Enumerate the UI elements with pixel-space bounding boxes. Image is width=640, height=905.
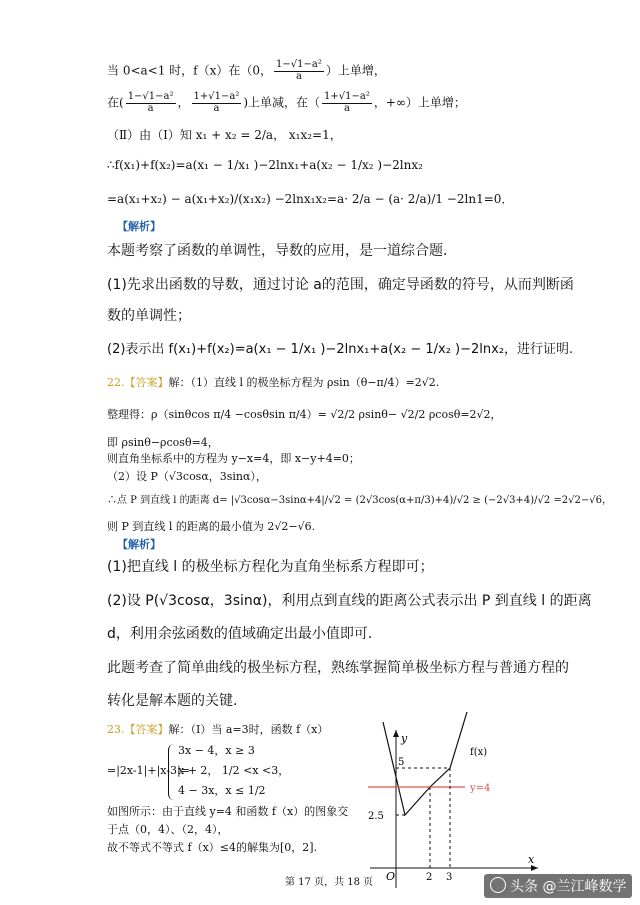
analysis-para-4: (2)表示出 f(x₁)+f(x₂)=a(x₁ − 1/x₁ )−2lnx₁+a(x₂ − 1/x₂ )−2lnx₂，进行证明.: [107, 342, 574, 357]
q22-line3: 即 ρsinθ−ρcosθ=4，: [107, 436, 219, 449]
q23-line2: 如图所示：由于直线 y=4 和函数 f（x）的图象交: [107, 805, 349, 818]
q22-line4: 则直角坐标系中的方程为 y−x=4，即 x−y+4=0；: [107, 452, 360, 465]
tick-2-5: 2.5: [368, 811, 384, 822]
watermark: 头条 @兰江峰数学: [484, 874, 632, 898]
q22-answer-line1: 22.【答案】解：（1）直线 l 的极坐标方程为 ρsin（θ−π/4）=2√2.: [107, 376, 440, 389]
line-sum-expansion: ∴f(x₁)+f(x₂)=a(x₁ − 1/x₁ )−2lnx₁+a(x₂ − 1/x₂ )−2lnx₂: [107, 158, 423, 172]
analysis-para-8: 此题考查了简单曲线的极坐标方程，熟练掌握简单极坐标方程与普通方程的: [107, 660, 569, 676]
y4-label: y=4: [470, 783, 491, 794]
q22-line5: （2）设 P（√3cosα，3sinα），: [107, 470, 267, 483]
origin-label: O: [386, 870, 396, 883]
analysis-tag-2: 【解析】: [117, 538, 161, 551]
fx-label: f(x): [470, 747, 488, 758]
q23-line3: 于点（0，4）、（2，4），: [107, 823, 229, 836]
analysis-tag-1: 【解析】: [117, 220, 161, 233]
q23-lhs: =|2x-1|+|x-3|=: [107, 764, 190, 777]
line-monotone-increase-1: 当 0<a<1 时，f（x）在（0， $\frac{\text{1−√1−a²}}{a}$ ）上单增，: [107, 59, 386, 82]
analysis-para-9: 转化是解本题的关键.: [107, 693, 238, 709]
q22-line2: 整理得：ρ（sinθcos π/4 −cosθsin π/4）= √2/2 ρsinθ− √2/2 ρcosθ=2√2，: [107, 408, 502, 421]
fraction: $\frac{\text{1−√1−a²}}{a}$: [276, 59, 322, 82]
q23-answer-line1: 23.【答案】解：（Ⅰ）当 a=3时，函数 f（x）: [107, 723, 329, 736]
watermark-icon: [490, 877, 506, 893]
tick-2: 2: [426, 872, 433, 883]
analysis-para-7: d，利用余弦函数的值域确定出最小值即可.: [107, 626, 373, 642]
q23-case3: 4 − 3x，x ≤ 1/2: [178, 784, 266, 797]
line-sum-result: =a(x₁+x₂) − a(x₁+x₂)/(x₁x₂) −2lnx₁x₂=a· 2/a − (a· 2/a)/1 −2ln1=0．: [107, 192, 514, 206]
q22-answer-tag: 22.【答案】: [107, 376, 169, 389]
page-footer: 第 17 页，共 18 页: [285, 877, 374, 888]
tick-3: 3: [446, 872, 453, 883]
q23-line4: 故不等式不等式 f（x）≤4的解集为[0，2].: [107, 841, 318, 854]
analysis-para-2: (1)先求出函数的导数，通过讨论 a的范围，确定导函数的符号，从而判断函: [107, 277, 574, 293]
x-axis-label: x: [528, 853, 535, 866]
analysis-para-1: 本题考察了函数的单调性，导数的应用，是一道综合题.: [107, 243, 448, 259]
line-part2-vieta: （Ⅱ）由（Ⅰ）知 x₁ + x₂ = 2/a， x₁x₂=1，: [107, 128, 342, 142]
piecewise-brace: [168, 744, 176, 800]
analysis-para-6: (2)设 P(√3cosα，3sinα)，利用点到直线的距离公式表示出 P 到直线 l 的距离: [107, 593, 592, 609]
analysis-para-3: 数的单调性；: [107, 308, 191, 324]
analysis-para-5: (1)把直线 l 的极坐标方程化为直角坐标系方程即可；: [107, 559, 434, 575]
y-axis-label: y: [401, 732, 408, 745]
q23-answer-tag: 23.【答案】: [107, 723, 169, 736]
y-axis-arrow: [393, 730, 399, 737]
q22-line6: ∴点 P 到直线 l 的距离 d= |√3cosα−3sinα+4|/√2 = (2√3cos(α+π/3)+4)/√2 ≥ (−2√3+4)/√2 =2√2−√6，: [107, 495, 612, 506]
function-graph: [360, 712, 540, 892]
q23-case1: 3x − 4，x ≥ 3: [178, 744, 255, 757]
q22-line7: 则 P 到直线 l 的距离的最小值为 2√2−√6.: [107, 520, 316, 533]
tick-5: 5: [398, 757, 405, 768]
q23-case2: x + 2， 1/2 <x <3，: [178, 764, 290, 777]
line-monotone-decrease: 在( $\frac{\text{1−√1−a²}}{a}$ ， $\frac{\text{1+√1−a²}}{a}$ )上单减，在（ $\frac{\text{1+√1−a²}}{a}$ ，+∞）上单增；: [107, 91, 466, 114]
